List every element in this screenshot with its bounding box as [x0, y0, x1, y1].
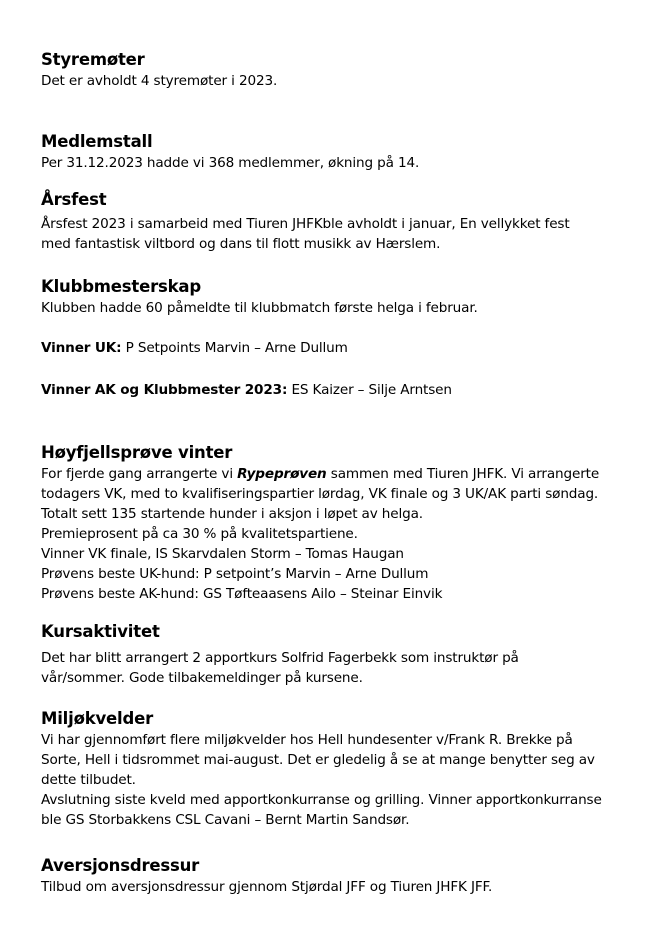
paragraph-line: Prøvens beste UK-hund: P setpoint’s Marvin – Arne Dullum — [41, 566, 429, 582]
section-heading: Aversjonsdressur — [41, 856, 200, 875]
section-miljokvelder — [41, 708, 641, 830]
section-klubbmesterskap — [41, 276, 641, 400]
paragraph: Tilbud om aversjonsdressur gjennom Stjørdal JFF og Tiuren JHFK JFF. — [41, 879, 493, 895]
winner-ak-value: ES Kaizer – Silje Arntsen — [287, 382, 452, 398]
section-heading: Høyfjellsprøve vinter — [41, 443, 233, 462]
paragraph-line — [41, 464, 641, 484]
winner-uk-value: P Setpoints Marvin – Arne Dullum — [121, 340, 348, 356]
section-heading: Medlemstall — [41, 132, 153, 151]
paragraph-line: med fantastisk viltbord og dans til flott musikk av Hærslem. — [41, 236, 441, 252]
winner-uk-label: Vinner UK: — [41, 340, 122, 356]
text-segment: sammen med Tiuren JHFK. Vi arrangerte — [326, 466, 600, 482]
paragraph-line: Det har blitt arrangert 2 apportkurs Solfrid Fagerbekk som instruktør på — [41, 650, 519, 666]
section-arsfest — [41, 189, 641, 254]
paragraph-line: vår/sommer. Gode tilbakemeldinger på kursene. — [41, 670, 363, 686]
paragraph-line: dette tilbudet. — [41, 772, 136, 788]
paragraph-line: Årsfest 2023 i samarbeid med Tiuren JHFKble avholdt i januar, En vellykket fest — [41, 216, 570, 232]
section-heading: Kursaktivitet — [41, 622, 160, 641]
text-segment: For fjerde gang arrangerte vi — [41, 466, 238, 482]
section-styremoter — [41, 49, 641, 91]
paragraph: Per 31.12.2023 hadde vi 368 medlemmer, økning på 14. — [41, 155, 420, 171]
paragraph-line: Avslutning siste kveld med apportkonkurranse og grilling. Vinner apportkonkurranse — [41, 792, 602, 808]
paragraph-line: Premieprosent på ca 30 % på kvalitetspartiene. — [41, 526, 358, 542]
paragraph-line: Prøvens beste AK-hund: GS Tøfteaasens Ailo – Steinar Einvik — [41, 586, 443, 602]
paragraph-line: ble GS Storbakkens CSL Cavani – Bernt Martin Sandsør. — [41, 812, 410, 828]
section-heading: Miljøkvelder — [41, 709, 154, 728]
paragraph: Det er avholdt 4 styremøter i 2023. — [41, 73, 278, 89]
section-kursaktivitet — [41, 621, 641, 688]
paragraph: Klubben hadde 60 påmeldte til klubbmatch første helga i februar. — [41, 300, 478, 316]
winner-ak — [41, 380, 641, 400]
section-medlemstall — [41, 131, 641, 173]
paragraph-line: Totalt sett 135 startende hunder i aksjon i løpet av helga. — [41, 506, 423, 522]
paragraph-line: Sorte, Hell i tidsrommet mai-august. Det er gledelig å se at mange benytter seg av — [41, 752, 595, 768]
section-heading: Klubbmesterskap — [41, 277, 201, 296]
emphasis-rypeproven: Rypeprøven — [237, 466, 327, 482]
section-aversjonsdressur — [41, 855, 641, 897]
paragraph-line: todagers VK, med to kvalifiseringspartier lørdag, VK finale og 3 UK/AK parti søndag. — [41, 486, 599, 502]
paragraph-line: Vinner VK finale, IS Skarvdalen Storm – Tomas Haugan — [41, 546, 404, 562]
paragraph-line: Vi har gjennomført flere miljøkvelder hos Hell hundesenter v/Frank R. Brekke på — [41, 732, 573, 748]
section-heading: Styremøter — [41, 50, 145, 69]
section-hoyfjellsprove — [41, 442, 641, 604]
section-heading: Årsfest — [41, 190, 107, 209]
winner-ak-label: Vinner AK og Klubbmester 2023: — [41, 382, 288, 398]
winner-uk — [41, 338, 641, 358]
